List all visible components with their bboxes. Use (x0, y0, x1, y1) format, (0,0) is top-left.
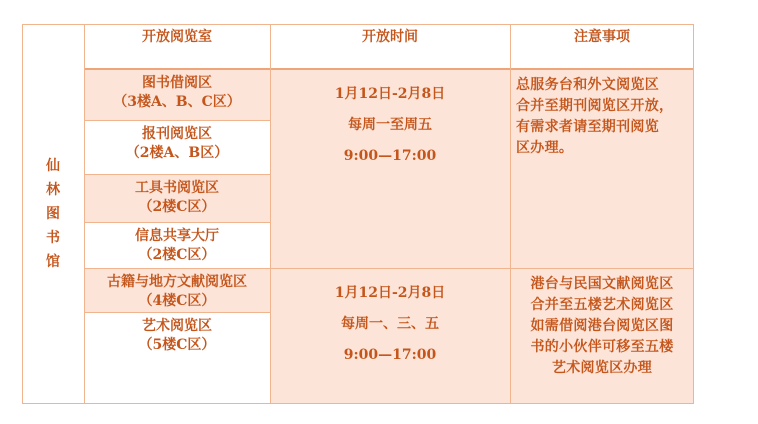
library-name (22, 24, 84, 404)
area-name: 图书借阅区 (142, 75, 212, 91)
area-name: 报刊阅览区 (142, 126, 212, 142)
note-line: 艺术阅览区办理 (551, 360, 653, 376)
area-floor: （5楼C区） (138, 337, 216, 353)
library-char: 馆 (46, 254, 60, 270)
area-floor: （3楼A、B、C区） (113, 94, 241, 110)
area-cell (84, 223, 270, 268)
note-line: 合并至期刊阅览区开放， (516, 98, 674, 114)
area-name: 古籍与地方文献阅览区 (107, 274, 247, 290)
weekdays: 每周一、三、五 (341, 316, 439, 332)
header-notes: 注意事项 (574, 29, 630, 45)
schedule-table (22, 24, 694, 404)
hours: 9:00—17:00 (343, 347, 437, 363)
area-name: 工具书阅览区 (135, 180, 219, 196)
note-line: 区办理。 (516, 140, 574, 156)
opening-time-group-2 (270, 269, 510, 403)
date-range: 1月12日-2月8日 (334, 285, 446, 301)
notes-group-2 (510, 269, 694, 403)
area-cell (84, 121, 270, 174)
area-name: 艺术阅览区 (142, 318, 212, 334)
note-line: 总服务台和外文阅览区 (516, 77, 659, 93)
area-name: 信息共享大厅 (135, 228, 219, 244)
note-line: 合并至五楼艺术阅览区 (530, 297, 674, 313)
header-time: 开放时间 (362, 29, 418, 45)
date-range: 1月12日-2月8日 (334, 86, 446, 102)
library-char: 图 (46, 206, 60, 222)
area-floor: （2楼C区） (138, 199, 216, 215)
area-cell (84, 313, 270, 403)
weekdays: 每周一至周五 (348, 117, 432, 133)
area-floor: （2楼C区） (138, 247, 216, 263)
notes-group-1 (510, 70, 694, 268)
note-line: 如需借阅港台阅览区图 (530, 318, 674, 334)
note-line: 港台与民国文献阅览区 (530, 276, 674, 292)
library-char: 仙 (46, 158, 60, 174)
library-char: 林 (46, 182, 60, 198)
hours: 9:00—17:00 (343, 148, 437, 164)
area-floor: （4楼C区） (138, 293, 216, 309)
library-char: 书 (46, 230, 60, 246)
area-cell (84, 269, 270, 312)
opening-time-group-1 (270, 70, 510, 268)
note-line: 有需求者请至期刊阅览 (516, 119, 659, 135)
note-line: 书的小伙伴可移至五楼 (530, 339, 674, 355)
header-room: 开放阅览室 (142, 29, 212, 45)
area-cell (84, 70, 270, 120)
area-cell (84, 175, 270, 222)
area-floor: （2楼A、B区） (125, 145, 229, 161)
